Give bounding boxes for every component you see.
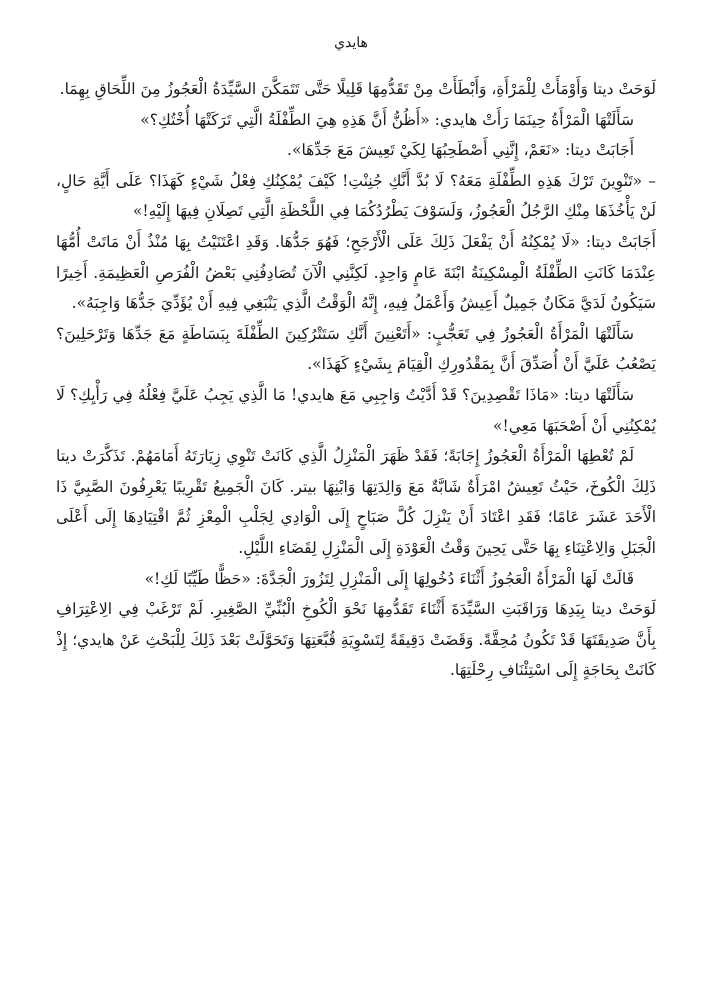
paragraph: قَالَتْ لَهَا الْمَرْأَةُ الْعَجُوزُ أَثْنَاءَ دُخُولِهَا إِلَى الْمَنْزِلِ لِتَزُورَ الْجَدَّةَ: «حَظًّا طَيِّبًا لَكِ!» xyxy=(144,569,634,588)
paragraph: لَوَحَتْ ديتا بِيَدِهَا وَرَاقَبَتِ السَّيِّدَةَ أَثْنَاءَ تَقَدُّمِهَا نَحْوَ الْكُوخِ الْبُنِّيِّ الصَّغِيرِ. لَمْ تَرْغَبْ فِي الِاعْتِرَافِ بِأَنَّ صَدِيقَتَهَا قَدْ تَكُونُ مُحِقَّةً. وَقَضَتْ دَقِيقَةً لِتَسْوِيَةِ قُبَّعَتِهَا وَتَحَوَّلَتْ بَعْدَ ذَلِكَ لِلْبَحْثِ عَنْ هايدي؛ إِذْ كَانَتْ بِحَاجَةٍ إِلَى اسْتِئْنَافِ رِحْلَتِهَا. xyxy=(56,600,656,680)
paragraph: سَأَلَتْهَا الْمَرْأَةُ حِينَمَا رَأَتْ هايدي: «أَظُنُّ أَنَّ هَذِهِ هِيَ الطِّفْلَةُ الَّتِي تَرَكَتْهَا أُخْتُكِ؟» xyxy=(140,110,634,129)
paragraph: لَمْ تُعْطِهَا الْمَرْأَةُ الْعَجُوزُ إِجَابَةً؛ فَقَدْ ظَهَرَ الْمَنْزِلُ الَّذِي كَانَتْ تَنْوِي زِيَارَتَهُ أَمَامَهُمْ. تَذَكَّرَتْ ديتا ذَلِكَ الْكُوخَ، حَيْثُ تَعِيشُ امْرَأَةٌ شَابَّةٌ مَعَ وَالِدَتِهَا وَابْنِهَا بيتر. كَانَ الْجَمِيعُ تَقْرِيبًا يَعْرِفُونَ الصَّبِيَّ ذَا الْأَحَدَ عَشَرَ عَامًا؛ فَقَدِ اعْتَادَ أَنْ يَنْزِلَ كُلَّ صَبَاحٍ إِلَى الْوَادِي لِجَلْبِ الْمِعْزِ ثُمَّ اقْتِيَادِهَا إِلَى أَعْلَى الْجَبَلِ وَالِاعْتِنَاءِ بِهَا حَتَّى يَحِينَ وَقْتُ الْعَوْدَةِ إِلَى الْمَنْزِلِ لِقَضَاءِ اللَّيْلِ. xyxy=(56,447,656,557)
paragraph: لَوَحَتْ ديتا وَأَوْمَأَتْ لِلْمَرْأَةِ، وَأَبْطَأَتْ مِنْ تَقَدُّمِهَا قَلِيلًا حَتَّى تَتَمَكَّنَ السَّيِّدَةُ الْعَجُوزُ مِنَ اللِّحَاقِ بِهِمَا. xyxy=(59,80,656,98)
body-text xyxy=(56,74,656,686)
running-title: هايدي xyxy=(334,35,368,51)
paragraph: سَأَلَتْهَا ديتا: «مَاذَا تَقْصِدِينَ؟ قَدْ أَدَّيْتُ وَاجِبِي مَعَ هايدي! مَا الَّذِي يَجِبُ عَلَيَّ فِعْلُهُ فِي رَأْيِكِ؟ لَا يُمْكِنُنِي أَنْ أَصْحَبَهَا مَعِي!» xyxy=(56,385,656,435)
paragraph: أَجَابَتْ ديتا: «نَعَمْ، إِنَّنِي أَصْطَحِبُهَا لِكَيْ تَعِيشَ مَعَ جَدِّهَا». xyxy=(287,141,634,160)
paragraph: أَجَابَتْ ديتا: «لَا يُمْكِنُهُ أَنْ يَفْعَلَ ذَلِكَ عَلَى الْأَرْجَحِ؛ فَهُوَ جَدُّهَا. وَقَدِ اعْتَنَيْتُ بِهَا مُنْذُ أَنْ مَاتَتْ أُمُّهَا عِنْدَمَا كَانَتِ الطِّفْلَةُ الْمِسْكِينَةُ ابْنَةَ عَامٍ وَاحِدٍ. لَكِنَّنِي الْآنَ تُصَادِفُنِي بَعْضُ الْفُرَصِ الْعَظِيمَةِ. أَخِيرًا سَيَكُونُ لَدَيَّ مَكَانٌ جَمِيلٌ أَعِيشُ وَأَعْمَلُ فِيهِ، إِنَّهُ الْوَقْتُ الَّذِي يَنْبَغِي فِيهِ أَنْ يُؤَدِّيَ جَدُّهَا وَاجِبَهُ». xyxy=(56,232,656,313)
paragraph: سَأَلَتْهَا الْمَرْأَةُ الْعَجُوزُ فِي تَعَجُّبٍ: «أَتَعْنِينَ أَنَّكِ سَتَتْرُكِينَ الطِّفْلَةَ بِبَسَاطَةٍ مَعَ جَدِّهَا وَتَرْحَلِينَ؟ يَصْعُبُ عَلَيَّ أَنْ أُصَدِّقَ أَنَّ بِمَقْدُورِكِ الْقِيَامَ بِشَيْءٍ كَهَذَا». xyxy=(56,324,656,374)
paragraph: – «تَنْوِينَ تَرْكَ هَذِهِ الطِّفْلَةِ مَعَهُ؟ لَا بُدَّ أَنَّكِ جُنِنْتِ! كَيْفَ يُمْكِنُكِ فِعْلُ شَيْءٍ كَهَذَا؟ عَلَى أَيَّةِ حَالٍ، لَنْ يَأْخُذَهَا مِنْكِ الرَّجُلُ الْعَجُوزُ، وَلَسَوْفَ يَطْرُدُكُمَا فِي اللَّحْظَةِ الَّتِي تَصِلَانِ فِيهَا إِلَيْهِ!» xyxy=(56,171,656,221)
